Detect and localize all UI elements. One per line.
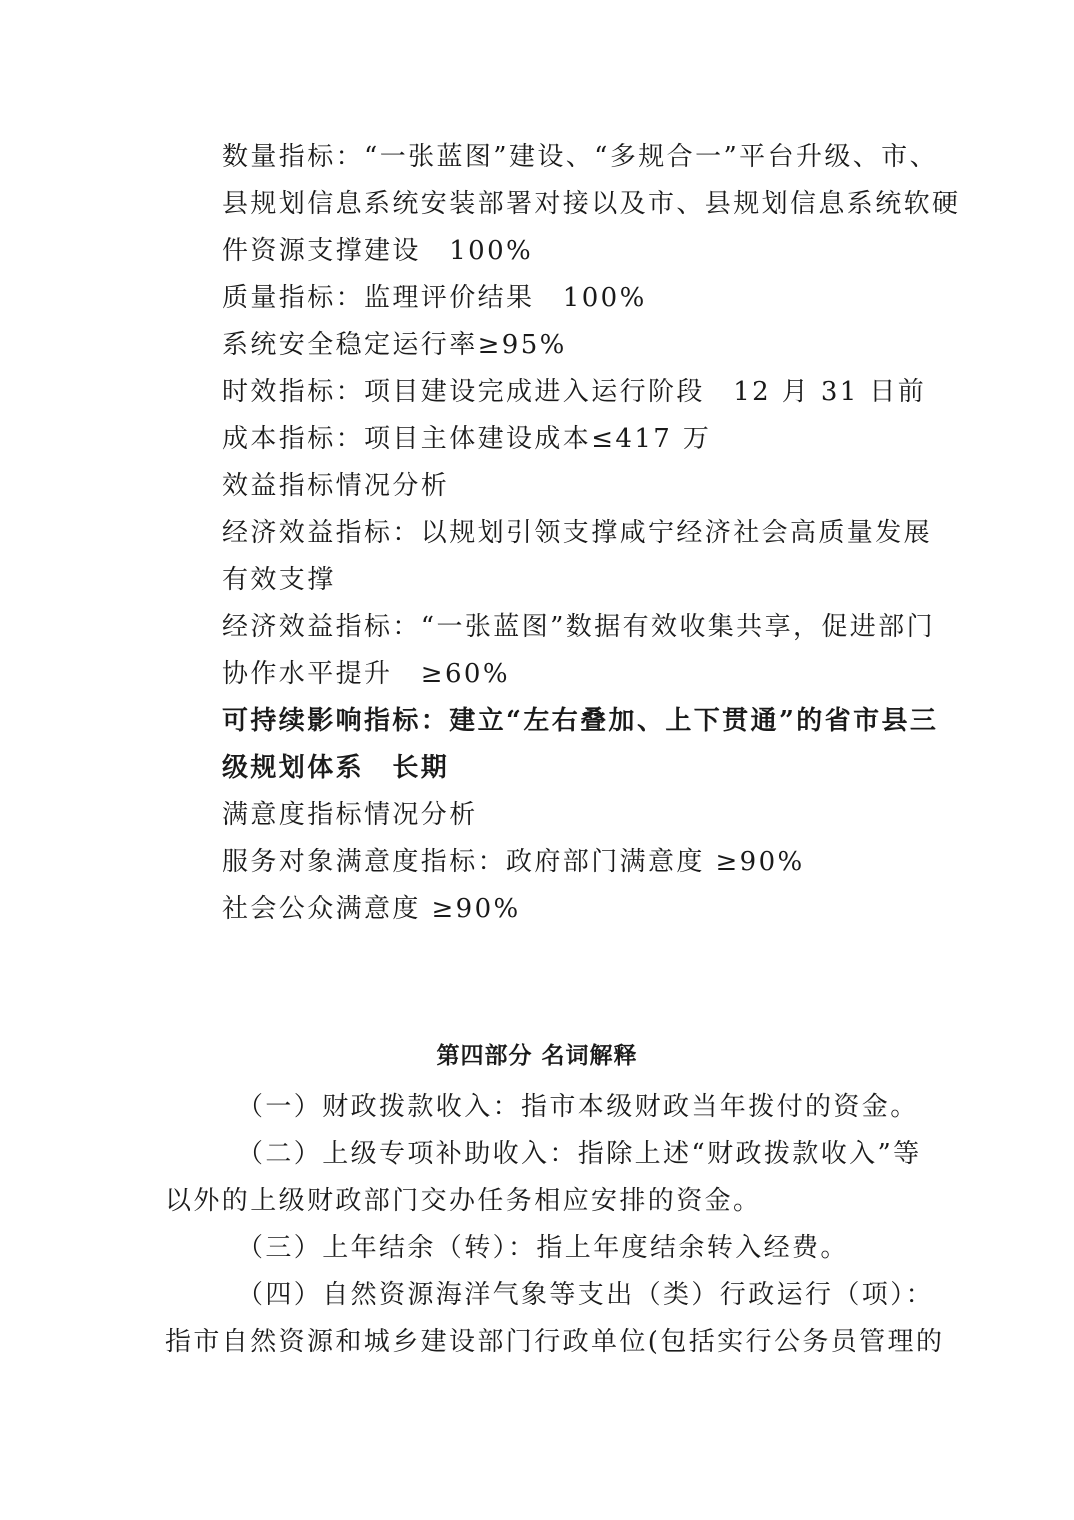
indicator-line-satisfaction-public: 社会公众满意度 ≥90%	[222, 894, 521, 924]
indicator-heading-satisfaction: 满意度指标情况分析	[222, 800, 478, 830]
indicator-line-quantity-1: 数量指标：“一张蓝图”建设、“多规合一”平台升级、市、	[222, 142, 938, 172]
glossary-item-4-line-1: （四）自然资源海洋气象等支出（类）行政运行（项）：	[237, 1280, 935, 1310]
indicator-line-satisfaction-gov: 服务对象满意度指标：政府部门满意度 ≥90%	[222, 847, 805, 877]
glossary	[165, 1084, 945, 1366]
indicator-line-economic-3: 经济效益指标：“一张蓝图”数据有效收集共享，促进部门	[222, 612, 935, 642]
indicator-line-economic-2: 有效支撑	[222, 565, 336, 595]
glossary-item-3: （三）上年结余（转）：指上年度结余转入经费。	[237, 1233, 849, 1263]
indicator-line-quality: 质量指标：监理评价结果 100%	[222, 283, 647, 313]
section-title: 第四部分 名词解释	[436, 1043, 638, 1069]
indicator-line-sustainable-1: 可持续影响指标：建立“左右叠加、上下贯通”的省市县三	[222, 706, 939, 736]
indicator-line-stability: 系统安全稳定运行率≥95%	[222, 330, 567, 360]
glossary-item-4-line-2: 指市自然资源和城乡建设部门行政单位(包括实行公务员管理的	[165, 1327, 945, 1357]
indicator-line-cost: 成本指标：项目主体建设成本≤417 万	[222, 424, 712, 454]
indicator-heading-benefit: 效益指标情况分析	[222, 471, 450, 501]
glossary-item-2-line-2: 以外的上级财政部门交办任务相应安排的资金。	[165, 1186, 762, 1216]
indicator-line-quantity-3: 件资源支撑建设 100%	[222, 236, 534, 266]
indicator-line-economic-4: 协作水平提升 ≥60%	[222, 659, 510, 689]
glossary-item-1: （一）财政拨款收入：指市本级财政当年拨付的资金。	[237, 1092, 919, 1122]
indicator-line-economic-1: 经济效益指标：以规划引领支撑咸宁经济社会高质量发展	[222, 518, 933, 548]
glossary-item-2-line-1: （二）上级专项补助收入：指除上述“财政拨款收入”等	[237, 1139, 922, 1169]
indicator-line-timeliness: 时效指标：项目建设完成进入运行阶段 12 月 31 日前	[222, 377, 927, 407]
indicator-line-quantity-2: 县规划信息系统安装部署对接以及市、县规划信息系统软硬	[222, 189, 961, 219]
performance-indicators	[222, 134, 961, 933]
indicator-line-sustainable-2: 级规划体系 长期	[222, 753, 450, 783]
